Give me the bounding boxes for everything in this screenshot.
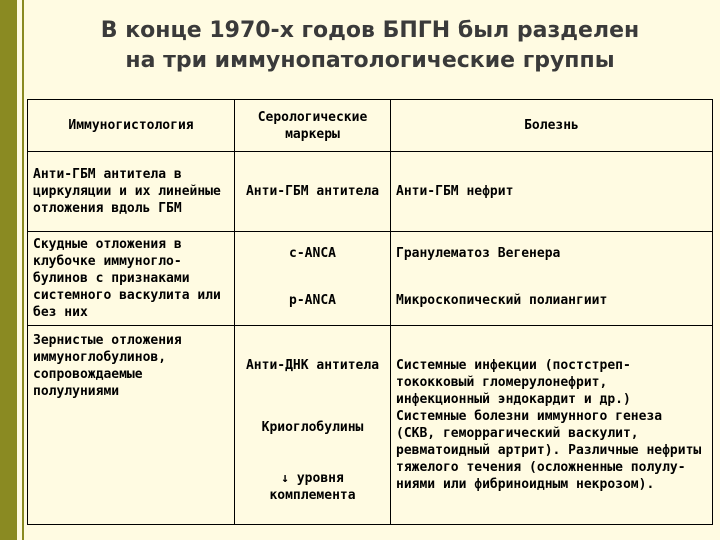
table-header-row: [28, 100, 713, 152]
header-markers: Серологические маркеры: [235, 100, 391, 152]
row3-marker-complement: ↓ уровня комплемента: [235, 450, 391, 525]
row1-histology: Анти-ГБМ антитела в циркуляции и их линейные отложения вдоль ГБМ: [28, 152, 235, 232]
row2-marker-panca: p-ANCA: [235, 276, 391, 326]
row3-histology-empty-2: [28, 450, 235, 525]
title-line-2: на три иммунопатологические группы: [125, 48, 615, 73]
row3-disease: Системные инфекции (постстреп-тококковый гломерулонефрит, инфекционный эндокардит и др.) Системные болезни иммунного генеза (СКВ, геморрагический васкулит, ревматоидный артрит). Различные нефриты тяжелого течения (осложненные полулу-ниями или фибриноидным некрозом).: [391, 326, 713, 525]
row3-marker-cryo: Криоглобулины: [235, 406, 391, 450]
header-histology: Иммуногистология: [28, 100, 235, 152]
left-decor-line: [22, 0, 24, 540]
row2-histology: Скудные отложения в клубочке иммуногло-булинов с признаками системного васкулита или без них: [28, 232, 235, 326]
row2-disease-wegener: Гранулематоз Вегенера: [391, 232, 713, 276]
row1-disease: Анти-ГБМ нефрит: [391, 152, 713, 232]
title-line-1: В конце 1970-х годов БПГН был разделен: [100, 18, 640, 43]
header-disease: Болезнь: [391, 100, 713, 152]
slide-title: [30, 16, 710, 76]
table-row: [28, 152, 713, 232]
table-row: [28, 326, 713, 406]
row3-histology: Зернистые отложения иммуноглобулинов, сопровождаемые полулуниями: [28, 326, 235, 406]
row2-disease-mpa: Микроскопический полиангиит: [391, 276, 713, 326]
row3-marker-dna: Анти-ДНК антитела: [235, 326, 391, 406]
row2-marker-canca: c-ANCA: [235, 232, 391, 276]
row1-marker: Анти-ГБМ антитела: [235, 152, 391, 232]
left-decor-bar: [0, 0, 17, 540]
row3-histology-empty: [28, 406, 235, 450]
table-row: [28, 232, 713, 276]
classification-table: [27, 99, 713, 525]
